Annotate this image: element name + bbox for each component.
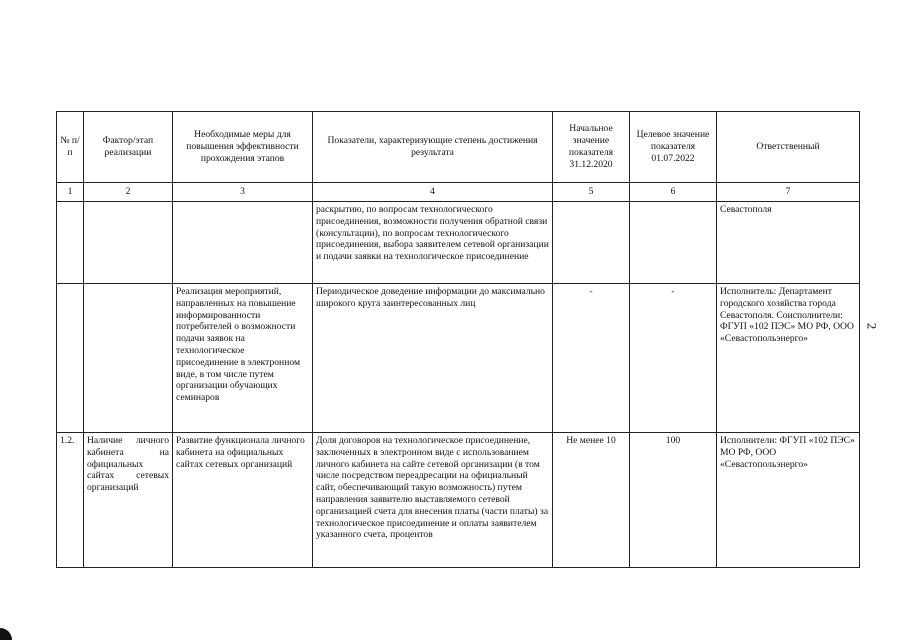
row-number: 1.2.	[57, 433, 84, 568]
header-target-value: Целевое значение показателя 01.07.2022	[630, 112, 717, 183]
page-number: 2	[864, 322, 880, 330]
row-measure: Развитие функционала личного кабинета на официальных сайтах сетевых организаций	[173, 433, 313, 568]
row-responsible: Исполнитель: Департамент городского хозяйства города Севастополя. Соисполнители: ФГУП «102 ПЭС» МО РФ, ООО «Севастопольэнерго»	[717, 284, 860, 433]
column-number: 5	[553, 183, 630, 202]
header-responsible: Ответственный	[717, 112, 860, 183]
row-target-value	[630, 202, 717, 284]
header-indicators: Показатели, характеризующие степень достижения результата	[313, 112, 553, 183]
row-indicator: раскрытию, по вопросам технологического присоединения, возможности получения обратной связи (консультации), по вопросам технологического присоединения, выбора заявителем сетевой организации и подачи заявки на технологическое присоединение	[313, 202, 553, 284]
measures-table	[56, 111, 860, 568]
header-measures: Необходимые меры для повышения эффективности прохождения этапов	[173, 112, 313, 183]
row-initial-value: -	[553, 284, 630, 433]
row-target-value: -	[630, 284, 717, 433]
header-initial-value: Начальное значение показателя 31.12.2020	[553, 112, 630, 183]
header-row	[57, 112, 860, 183]
row-responsible: Исполнители: ФГУП «102 ПЭС» МО РФ, ООО «Севастопольэнерго»	[717, 433, 860, 568]
column-number: 7	[717, 183, 860, 202]
column-number: 2	[84, 183, 173, 202]
row-number	[57, 202, 84, 284]
table-row	[57, 433, 860, 568]
row-target-value: 100	[630, 433, 717, 568]
row-initial-value: Не менее 10	[553, 433, 630, 568]
column-number: 6	[630, 183, 717, 202]
column-number-row	[57, 183, 860, 202]
column-number: 4	[313, 183, 553, 202]
row-number	[57, 284, 84, 433]
row-initial-value	[553, 202, 630, 284]
row-responsible: Севастополя	[717, 202, 860, 284]
table-row	[57, 284, 860, 433]
column-number: 1	[57, 183, 84, 202]
scan-corner-mark	[0, 628, 12, 640]
row-factor: Наличие личного кабинета на официальных сайтах сетевых организаций	[84, 433, 173, 568]
row-measure: Реализация мероприятий, направленных на повышение информированности потребителей о возможности подачи заявок на технологическое присоединение в электронном виде, в том числе путем организации обучающих семинаров	[173, 284, 313, 433]
header-factor: Фактор/этап реализации	[84, 112, 173, 183]
table-row	[57, 202, 860, 284]
row-indicator: Доля договоров на технологическое присоединение, заключенных в электронном виде с использованием личного кабинета на сайте сетевой организации (в том числе посредством переадресации на официальный сайт, обеспечивающий такую возможность) путем направления заявителю выставляемого сетевой организацией счета для внесения платы (части платы) за технологическое присоединение и оплаты заявителем указанного счета, процентов	[313, 433, 553, 568]
row-measure	[173, 202, 313, 284]
column-number: 3	[173, 183, 313, 202]
row-factor	[84, 284, 173, 433]
header-num: № п/п	[57, 112, 84, 183]
row-indicator: Периодическое доведение информации до максимально широкого круга заинтересованных лиц	[313, 284, 553, 433]
row-factor	[84, 202, 173, 284]
